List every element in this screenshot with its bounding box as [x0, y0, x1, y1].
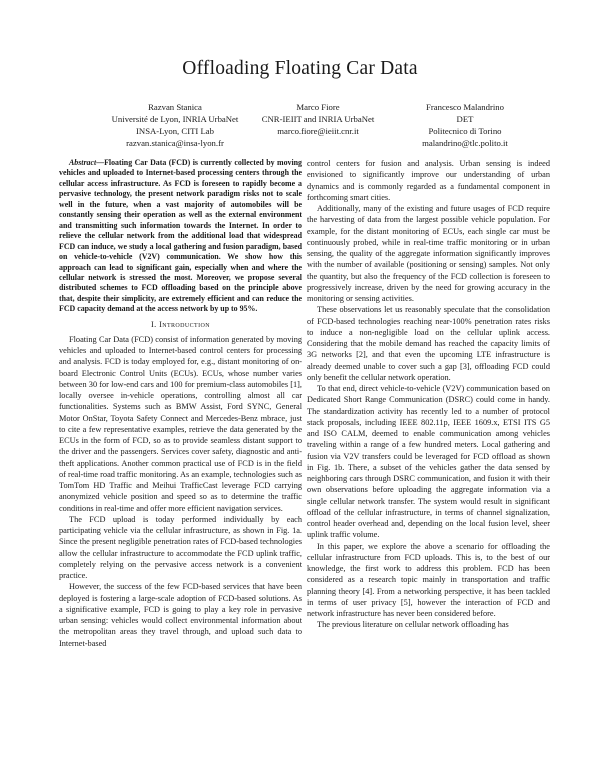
author-block-1	[100, 101, 250, 149]
paragraph: However, the success of the few FCD-based services that have been deployed is fostering a large-scale adoption of FCD-based solutions. As a significative example, FCD is going to play a key role in pervasive urban sensing: vehicles would collect environmental information about the metropolitan areas they travel through, and upload such data to Internet-based	[59, 582, 302, 648]
author-affiliation: DET	[456, 114, 474, 124]
paper-title: Offloading Floating Car Data	[182, 58, 418, 79]
paragraph: In this paper, we explore the above a scenario for offloading the cellular infrastructure from FCD uploads. This is, to the best of our knowledge, the first work to address this problem. FCD has been considered as a research topic mainly in transportation and traffic planning theory [4]. From a networking perspective, it has been tackled in terms of user privacy [5], however the interaction of FCD and network infrastructure has never been considered before.	[307, 541, 550, 618]
author-email: marco.fiore@ieiit.cnr.it	[277, 126, 359, 136]
author-affiliation: Politecnico di Torino	[428, 126, 502, 136]
author-affiliation: INSA-Lyon, CITI Lab	[136, 126, 214, 136]
right-column	[307, 158, 550, 631]
section-title: Introduction	[159, 319, 210, 329]
author-name: Francesco Malandrino	[426, 102, 504, 112]
author-block-2	[243, 101, 393, 137]
author-email: malandrino@tlc.polito.it	[422, 138, 508, 148]
paragraph: The previous literature on cellular network offloading has	[317, 620, 509, 630]
left-column	[59, 158, 302, 649]
author-affiliation: Université de Lyon, INRIA UrbaNet	[111, 114, 239, 124]
author-affiliation: CNR-IEIIT and INRIA UrbaNet	[261, 114, 375, 124]
paragraph: Floating Car Data (FCD) consist of information generated by moving vehicles and uploaded to Internet-based control centers for processing and analysis. FCD is today employed for, e.g., distant monitoring of on-board Electronic Control Units (ECUs). ECUs, whose number varies between 30 for low-end cars and 100 for premium-class automobiles [1], locally oversee in-vehicle operations, controlling almost all car functionalities. Systems such as BMW Assist, Ford SYNC, General Motor OnStar, Toyota Safety Connect and Mercedes-Benz mbrace, just to cite a few representative examples, retrieve the data generated by the ECUs in the form of FCD, so as to provide seamless distant support to the driver and the passengers. Services cover safety, diagnostic and anti-theft applications. Another common practical use of FCD is in the field of real-time road traffic monitoring. As an example, technologies such as TomTom HD Traffic and Meihui TrafficCast leverage FCD carrying anonymized vehicle position and speed so as to determine the traffic conditions in real-time and offer more efficient navigation services.	[59, 334, 302, 513]
author-name: Razvan Stanica	[148, 102, 202, 112]
paragraph: control centers for fusion and analysis. Urban sensing is indeed envisioned to significantly improve our understanding of urban dynamics and is commonly regarded as a fundamental component in forthcoming smart cities.	[307, 159, 550, 202]
section-heading	[59, 320, 302, 330]
paragraph: Additionally, many of the existing and future usages of FCD require the harvesting of data from the largest possible vehicle population. For example, for the distant monitoring of ECUs, each single car must be continuously probed, while in real-time traffic monitoring or in urban sensing, the quality of the aggregate information significantly improves with the number of available (positioning or sensing) samples. Not only the quantity, but also the frequency of the FCD collection is foreseen to progressively increase, driven by the need for growing accuracy in the monitoring or sensing activities.	[307, 204, 550, 303]
author-email: razvan.stanica@insa-lyon.fr	[126, 138, 224, 148]
paragraph: These observations let us reasonably speculate that the consolidation of FCD-based technologies reaching near-100% penetration rates risks to induce a non-negligible load on the cellular uplink access. Considering that the mobile demand has reached the capacity limits of 3G networks [2], and that even the upcoming LTE infrastructure is already deemed unable to cover such a gap [3], offloading FCD could only benefit the cellular network operation.	[307, 305, 550, 382]
abstract	[59, 158, 302, 315]
paragraph: To that end, direct vehicle-to-vehicle (V2V) communication based on Dedicated Short Range Communication (DSRC) could come in handy. The standardization activity has recently led to a number of protocol stack proposals, including IEEE 802.11p, IEEE 1609.x, ETSI ITS G5 and ISO CALM, deemed to enable communication among vehicles traveling within a range of a few hundred meters. Local gathering and fusion via V2V transfers could be leveraged for FCD offload as shown in Fig. 1b. There, a subset of the vehicles gather the data sensed by neighboring cars through DSRC communication, and fusion it with their own observations before uploading the aggregate information via a single cellular network transfer. The system would result in significant offload of the cellular infrastructure, in terms of channel signalization, control header overhead and, depending on the local fusion level, sheer uplink traffic volume.	[307, 384, 550, 540]
section-number: I.	[151, 319, 157, 329]
abstract-label: Abstract	[69, 158, 97, 167]
paragraph: The FCD upload is today performed individually by each participating vehicle via the cellular infrastructure, as shown in Fig. 1a. Since the present negligible penetration rates of FCD-based technologies allow the cellular infrastructure to accommodate the FCD uplink traffic, completely relying on the pervasive access network is a convenient practice.	[59, 514, 302, 581]
abstract-text: —Floating Car Data (FCD) is currently collected by moving vehicles and uploaded to Internet-based processing centers through the cellular access infrastructure. As FCD is foreseen to rapidly become a pervasive technology, the present network paradigm risks not to scale well in the future, when a vast majority of automobiles will be constantly sensing their operation as well as the external environment and transmitting such information towards the Internet. In order to relieve the cellular network from the additional load that widespread FCD can induce, we study a local gathering and fusion paradigm, based on vehicle-to-vehicle (V2V) communication. We show how this approach can lead to significant gain, especially when and where the cellular network is stressed the most. Moreover, we propose several distributed schemes to FCD offloading based on the principle above that, despite their simplicity, are extremely efficient and can reduce the FCD capacity demand at the access network by up to 95%.	[59, 158, 302, 314]
author-name: Marco Fiore	[296, 102, 340, 112]
author-block-3	[390, 101, 540, 149]
